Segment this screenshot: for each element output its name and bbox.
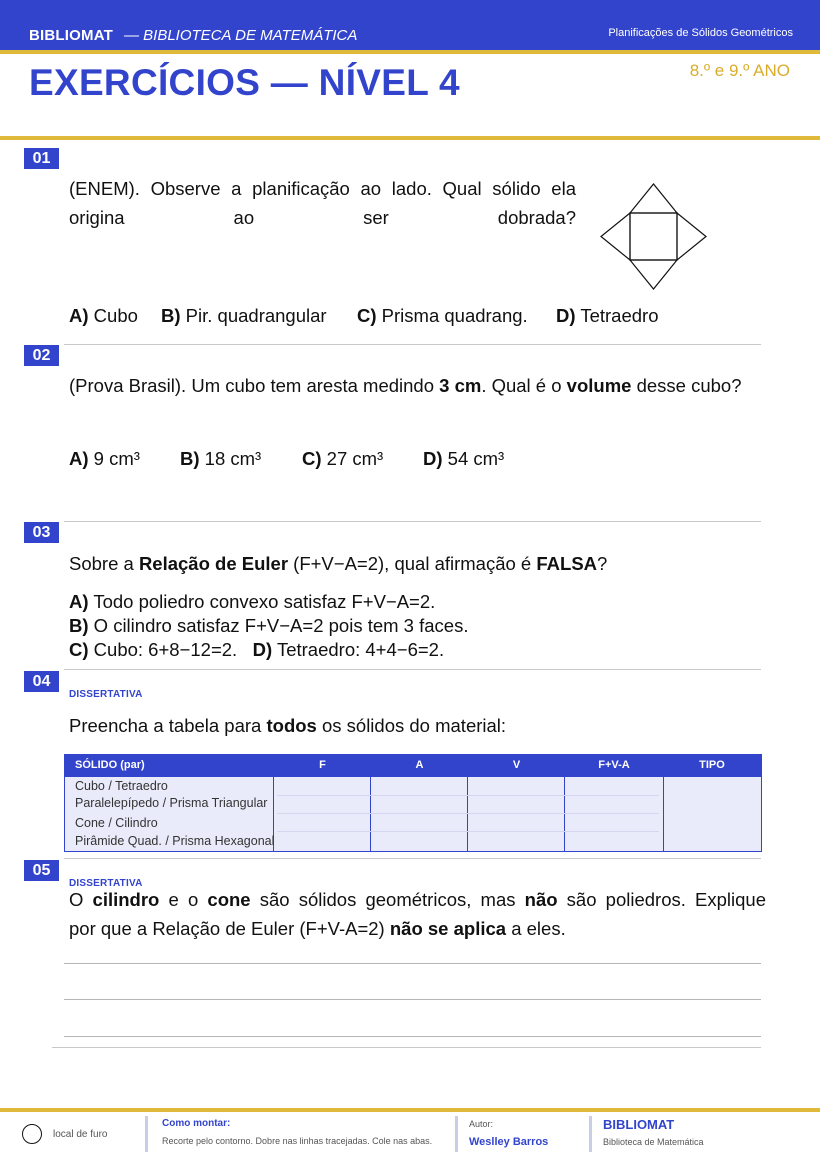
question-05-text-line-2: por que a Relação de Euler (F+V-A=2) não se aplica a eles.: [69, 918, 566, 939]
table-row: Pirâmide Quad. / Prisma Hexagonal: [75, 834, 275, 848]
table-header-cell: F: [319, 759, 326, 771]
dissertativa-tag: DISSERTATIVA: [69, 689, 143, 700]
table-header-cell: F+V-A: [598, 759, 630, 771]
page-title: EXERCÍCIOS — NÍVEL 4: [29, 62, 460, 103]
topic-label: Planificações de Sólidos Geométricos: [608, 27, 793, 39]
question-number-02: 02: [24, 345, 59, 366]
divider: [64, 858, 761, 859]
question-number-05: 05: [24, 860, 59, 881]
square-pyramid-net-figure: [599, 183, 709, 291]
title-divider: [0, 136, 820, 140]
question-02-text: (Prova Brasil). Um cubo tem aresta medindo 3 cm. Qual é o volume desse cubo?: [69, 375, 742, 396]
answer-line[interactable]: [64, 963, 761, 964]
brand-subtitle: — BIBLIOTECA DE MATEMÁTICA: [124, 27, 358, 44]
brand-name: BIBLIOMAT: [29, 27, 114, 44]
table-header-cell: SÓLIDO (par): [75, 759, 145, 771]
option-a[interactable]: A) Cubo: [69, 305, 138, 326]
solids-table: [64, 754, 762, 852]
answer-line[interactable]: [64, 1036, 761, 1037]
table-header-cell: TIPO: [699, 759, 725, 771]
footer-brand-sub: Biblioteca de Matemática: [603, 1137, 704, 1147]
question-05-text-line-1: O cilindro e o cone são sólidos geométricos, mas não são poliedros. Explique: [69, 889, 767, 910]
dissertativa-tag: DISSERTATIVA: [69, 878, 143, 889]
table-header-cell: V: [512, 759, 521, 771]
author-label: Autor:: [469, 1119, 494, 1129]
howto-title: Como montar:: [162, 1118, 231, 1129]
question-03-options: [69, 590, 468, 662]
option-b[interactable]: B) 18 cm³: [180, 448, 262, 469]
option-c[interactable]: C) Prisma quadrang.: [357, 305, 528, 326]
question-number-01: 01: [24, 148, 59, 169]
option-c[interactable]: C) Cubo: 6+8−12=2.: [69, 639, 238, 660]
footer-gold-stripe: [0, 1108, 820, 1112]
table-header: [65, 755, 761, 777]
header-gold-stripe: [0, 50, 820, 54]
howto-text: Recorte pelo contorno. Dobre nas linhas tracejadas. Cole nas abas.: [162, 1136, 433, 1146]
table-row: Paralelepípedo / Prisma Triangular: [75, 796, 268, 810]
hole-label: local de furo: [53, 1129, 108, 1140]
table-row: Cone / Cilindro: [75, 816, 158, 830]
header-bar: [0, 0, 820, 50]
question-04-text: Preencha a tabela para todos os sólidos do material:: [69, 715, 507, 736]
option-c[interactable]: C) 27 cm³: [302, 448, 384, 469]
question-number-04: 04: [24, 671, 59, 692]
option-d[interactable]: D) 54 cm³: [423, 448, 505, 469]
table-header-cell: A: [415, 759, 424, 771]
option-a[interactable]: A) Todo poliedro convexo satisfaz F+V−A=2.: [69, 591, 436, 612]
divider: [64, 521, 761, 522]
option-d[interactable]: D) Tetraedro: [556, 305, 659, 326]
footer-brand: BIBLIOMAT: [603, 1117, 675, 1132]
question-01-text: (ENEM). Observe a planificação ao lado. Qual sólido ela origina ao ser dobrada?: [69, 178, 576, 228]
author-name: Weslley Barros: [469, 1136, 549, 1148]
option-b[interactable]: B) Pir. quadrangular: [161, 305, 327, 326]
table-row: Cubo / Tetraedro: [75, 779, 168, 793]
option-a[interactable]: A) 9 cm³: [69, 448, 140, 469]
question-number-03: 03: [24, 522, 59, 543]
option-d[interactable]: D) Tetraedro: 4+4−6=2.: [252, 639, 445, 660]
divider: [64, 669, 761, 670]
punch-hole-icon: [22, 1124, 42, 1144]
option-b[interactable]: B) O cilindro satisfaz F+V−A=2 pois tem 3 faces.: [69, 615, 469, 636]
divider: [64, 344, 761, 345]
divider: [52, 1047, 761, 1048]
question-03-text: Sobre a Relação de Euler (F+V−A=2), qual afirmação é FALSA?: [69, 553, 608, 574]
answer-line[interactable]: [64, 999, 761, 1000]
grade-label: 8.º e 9.º ANO: [689, 61, 790, 80]
